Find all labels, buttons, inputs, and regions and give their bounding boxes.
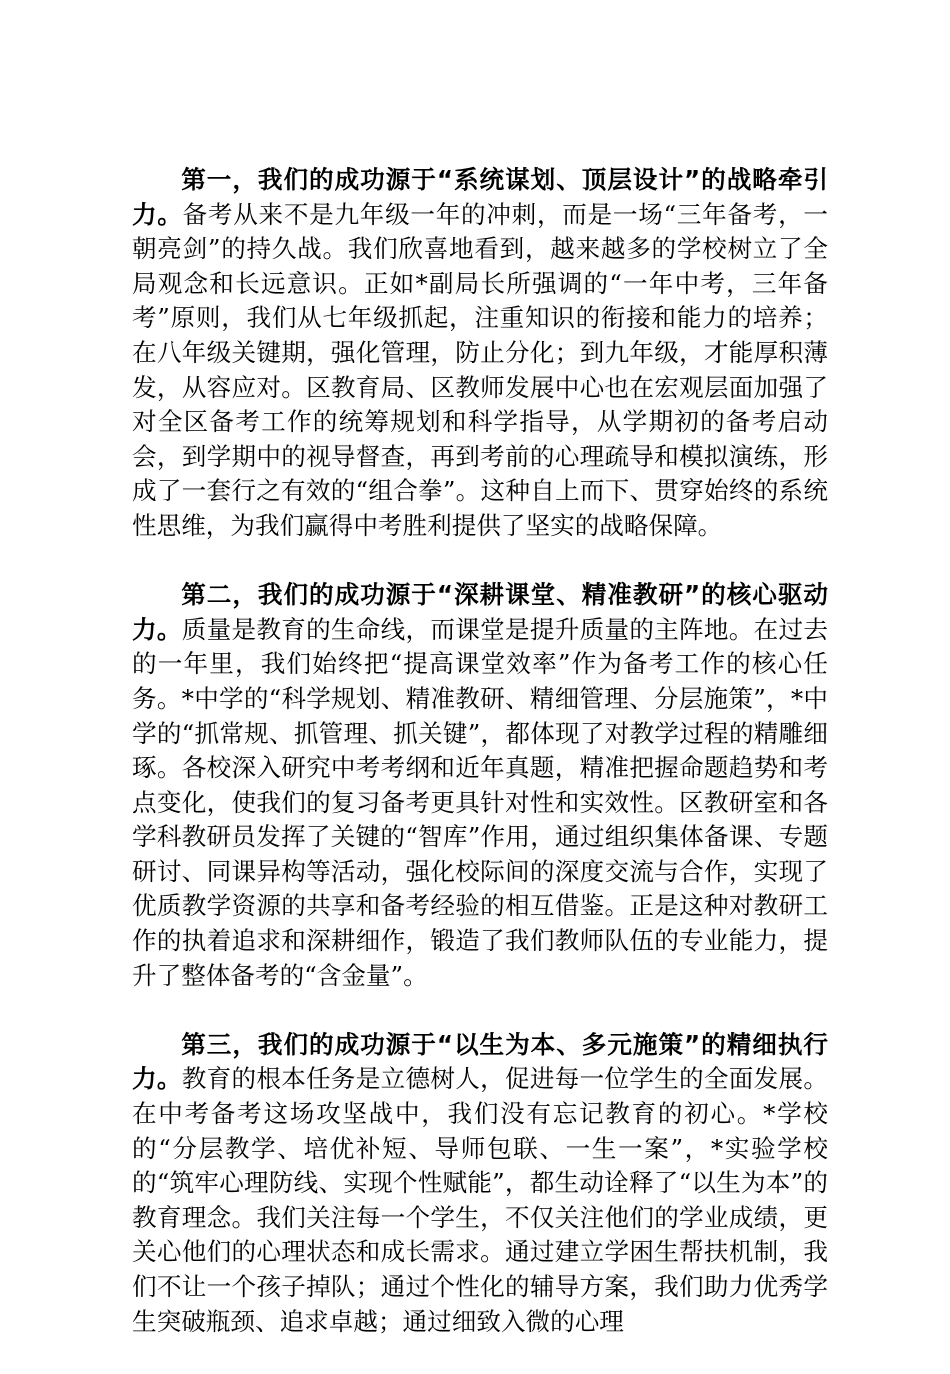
paragraph-2 xyxy=(132,578,828,993)
paragraph-3-body: 教育的根本任务是立德树人，促进每一位学生的全面发展。在中考备考这场攻坚战中，我们没有忘记教育的初心。*学校的“分层教学、培优补短、导师包联、一生一案”，*实验学校的“筑牢心理防线、实现个性赋能”，都生动诠释了“以生为本”的教育理念。我们关注每一个学生，不仅关注他们的学业成绩，更关心他们的心理状态和成长需求。通过建立学困生帮扶机制，我们不让一个孩子掉队；通过个性化的辅导方案，我们助力优秀学生突破瓶颈、追求卓越；通过细致入微的心理 xyxy=(132,1064,828,1336)
paragraph-1 xyxy=(132,163,828,544)
paragraph-2-heading: 第二，我们的成功源于“深耕课堂、精准教研”的核心驱动力。 xyxy=(132,580,828,644)
document-page xyxy=(132,163,828,1374)
paragraph-2-body: 质量是教育的生命线，而课堂是提升质量的主阵地。在过去的一年里，我们始终把“提高课堂效率”作为备考工作的核心任务。*中学的“科学规划、精准教研、精细管理、分层施策”，*中学的“抓常规、抓管理、抓关键”，都体现了对教学过程的精雕细琢。各校深入研究中考考纲和近年真题，精准把握命题趋势和考点变化，使我们的复习备考更具针对性和实效性。区教研室和各学科教研员发挥了关键的“智库”作用，通过组织集体备课、专题研讨、同课异构等活动，强化校际间的深度交流与合作，实现了优质教学资源的共享和备考经验的相互借鉴。正是这种对教研工作的执着追求和深耕细作，锻造了我们教师队伍的专业能力，提升了整体备考的“含金量”。 xyxy=(132,614,828,990)
paragraph-1-heading: 第一，我们的成功源于“系统谋划、顶层设计”的战略牵引力。 xyxy=(132,165,828,229)
paragraph-1-body: 备考从来不是九年级一年的冲刺，而是一场“三年备考，一朝亮剑”的持久战。我们欣喜地看到，越来越多的学校树立了全局观念和长远意识。正如*副局长所强调的“一年中考，三年备考”原则，我们从七年级抓起，注重知识的衔接和能力的培养；在八年级关键期，强化管理，防止分化；到九年级，才能厚积薄发，从容应对。区教育局、区教师发展中心也在宏观层面加强了对全区备考工作的统筹规划和科学指导，从学期初的备考启动会，到学期中的视导督查，再到考前的心理疏导和模拟演练，形成了一套行之有效的“组合拳”。这种自上而下、贯穿始终的系统性思维，为我们赢得中考胜利提供了坚实的战略保障。 xyxy=(132,199,828,540)
paragraph-3 xyxy=(132,1028,828,1339)
paragraph-3-heading: 第三，我们的成功源于“以生为本、多元施策”的精细执行力。 xyxy=(132,1029,828,1094)
